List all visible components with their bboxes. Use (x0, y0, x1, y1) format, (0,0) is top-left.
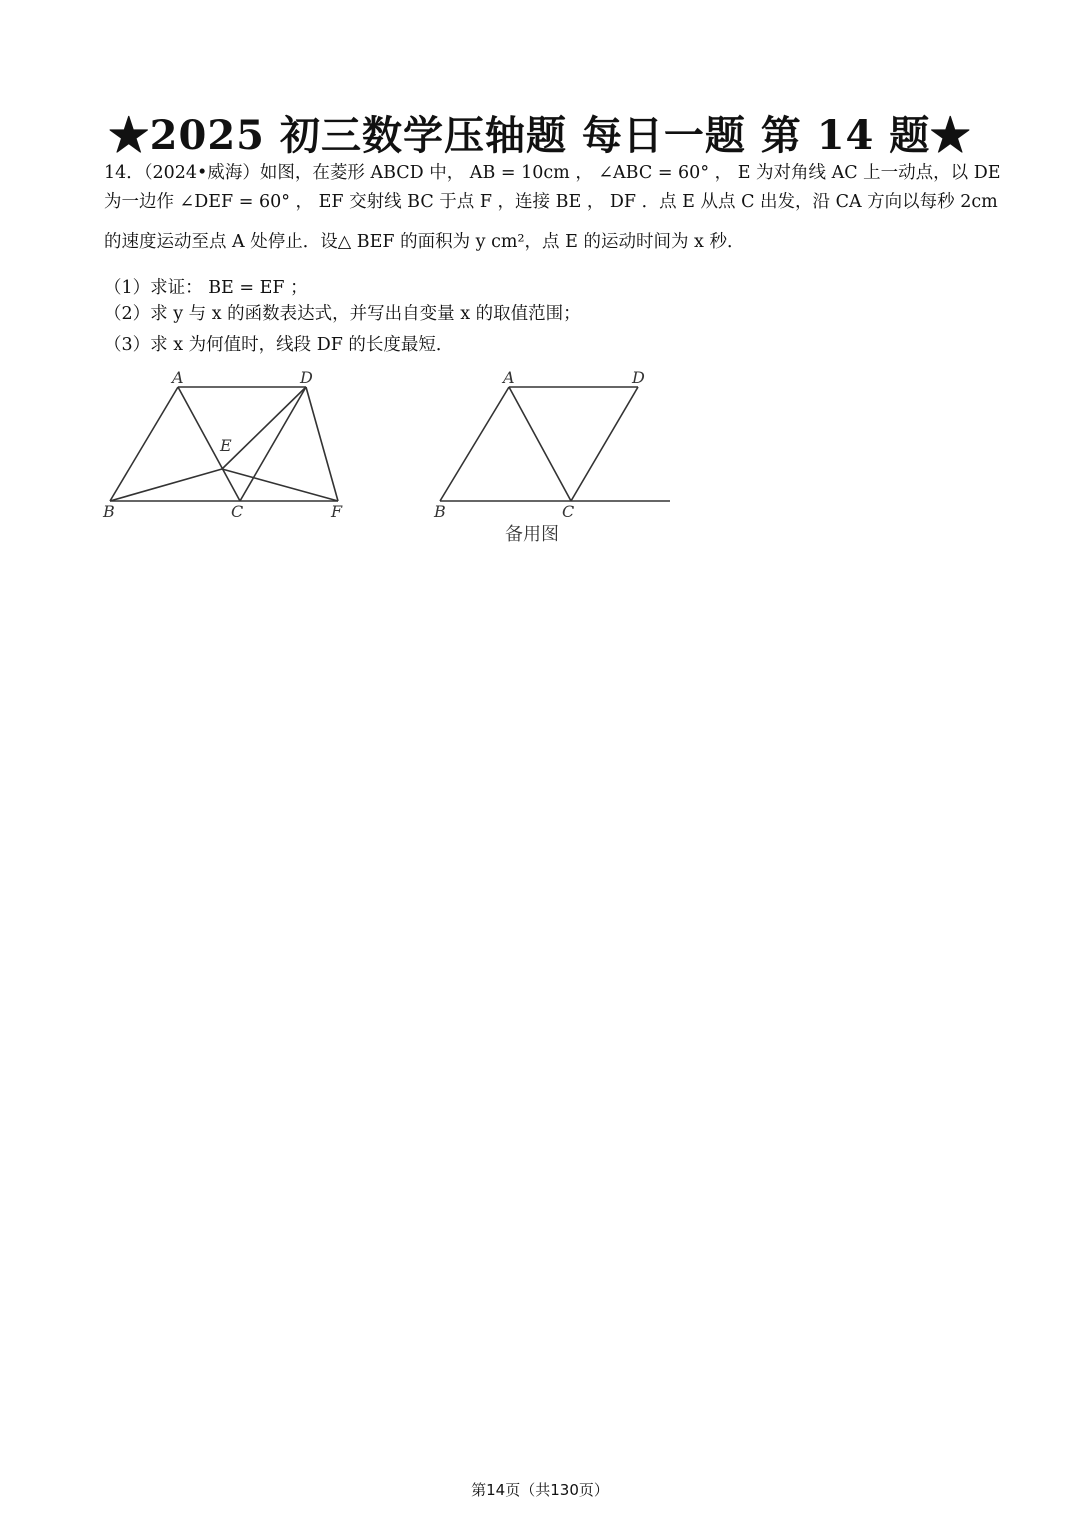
geometry-figure-main (100, 365, 360, 529)
backup-label-B: B (434, 502, 446, 521)
figure-caption: 备用图 (505, 524, 559, 545)
page-title: ★2025 初三数学压轴题 每日一题 第 14 题★ (108, 112, 972, 159)
figure-main-svg (100, 365, 360, 525)
label-A: A (172, 368, 184, 387)
backup-segment-DC (571, 387, 638, 501)
geometry-figure-backup (430, 365, 680, 529)
segment-DF (306, 387, 338, 501)
backup-segment-AC (509, 387, 571, 501)
segment-DE (222, 387, 306, 469)
problem-line-3: 的速度运动至点 A 处停止．设△ BEF 的面积为 y cm²，点 E 的运动时间为 x 秒． (104, 232, 745, 252)
segment-EF (222, 469, 338, 501)
label-C: C (231, 502, 244, 521)
backup-label-A: A (503, 368, 515, 387)
page-footer: 第14页（共130页） (471, 1481, 609, 1499)
problem-line-1: 14．（2024•威海）如图，在菱形 ABCD 中， AB = 10cm ， ∠ABC = 60° ， E 为对角线 AC 上一动点，以 DE (104, 163, 1001, 183)
question-1: （1）求证： BE = EF ； (104, 278, 308, 298)
backup-segment-AB (440, 387, 509, 501)
label-D: D (300, 368, 313, 387)
figure-backup-svg (430, 365, 680, 525)
question-2: （2）求 y 与 x 的函数表达式，并写出自变量 x 的取值范围； (104, 304, 581, 324)
label-F: F (331, 502, 343, 521)
backup-label-C: C (562, 502, 575, 521)
label-B: B (103, 502, 115, 521)
segment-DC (240, 387, 306, 501)
question-3: （3）求 x 为何值时，线段 DF 的长度最短． (104, 335, 454, 355)
problem-line-2: 为一边作 ∠DEF = 60° ， EF 交射线 BC 于点 F ，连接 BE ， DF ．点 E 从点 C 出发，沿 CA 方向以每秒 2cm (104, 192, 998, 212)
backup-label-D: D (632, 368, 645, 387)
label-E: E (220, 436, 232, 455)
